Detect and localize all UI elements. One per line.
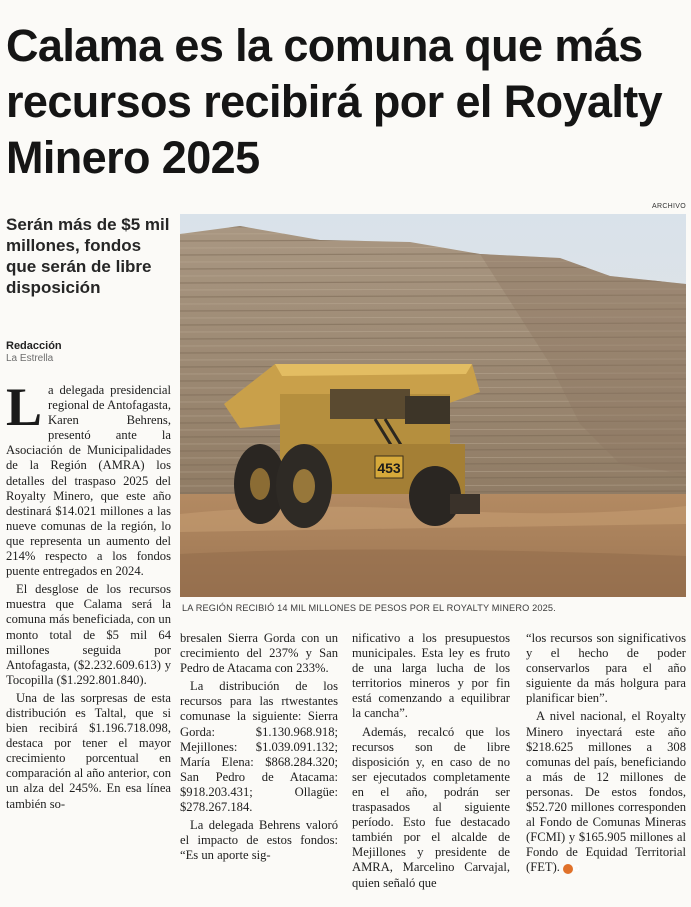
paragraph: nificativo a los presupuestos municipales. Esta ley es fruto de una larga lucha de los territorios mineros y por fin está comenzando a equilibrar la cancha”. [352, 631, 510, 721]
article-column-2 [180, 631, 338, 863]
drop-cap: L [6, 377, 43, 437]
deck-subtitle: Serán más de $5 mil millones, fondos que serán de libre disposición [6, 215, 170, 297]
paragraph: bresalen Sierra Gorda con un crecimiento del 237% y San Pedro de Atacama con 233%. [180, 631, 338, 676]
truck-number: 453 [377, 460, 401, 476]
photo-credit: ARCHIVO [652, 203, 686, 210]
end-of-article-icon: ✪ [563, 864, 573, 874]
article-column-3 [352, 631, 510, 891]
byline-source: La Estrella [6, 353, 54, 364]
byline-author: Redacción [6, 340, 62, 352]
paragraph-text: a delegada presidencial regional de Antofagasta, Karen Behrens, presentó ante la Asociación de Municipalidades de la Región (AMRA) los detalles del traspaso 2025 del Royalty Minero, que este año destinará $14.021 millones a las nueve comunas de la región, lo que representa un aumento del 214% respecto a los fondos puente entregados en 2024. [6, 383, 171, 579]
paragraph [6, 377, 171, 579]
mining-truck-photo [180, 214, 686, 597]
paragraph: El desglose de los recursos muestra que Calama será la comuna más beneficiada, con un monto total de $5 mil 64 millones seguida por Antofagasta, ($2.232.609.613) y Tocopilla ($1.292.801.840). [6, 582, 171, 687]
paragraph-text: A nivel nacional, el Royalty Minero inyectará este año $218.625 millones a 308 comunas del país, beneficiando a más de 12 millones de personas. De estos fondos, $52.720 millones corresponden al Fondo de Comunas Mineras (FCMI) y $165.905 millones al Fondo de Equidad Territorial (FET). [526, 709, 686, 875]
paragraph: La delegada Behrens valoró el impacto de estos fondos: “Es un aporte sig- [180, 818, 338, 863]
byline [6, 340, 62, 365]
paragraph: La distribución de los recursos para las rtwestantes comunase la siguiente: Sierra Gorda: $1.130.968.918; Mejillones: $1.039.091.132; María Elena: $868.284.320; San Pedro de Atacama: $918.203.431; Ollagüe: $278.267.184. [180, 679, 338, 815]
article-column-4 [526, 631, 686, 876]
paragraph: “los recursos son significativos y el hecho de poder conservarlos para el año siguiente da más holgura para planificar bien”. [526, 631, 686, 706]
article-column-1 [6, 377, 171, 812]
paragraph: Una de las sorpresas de esta distribución es Taltal, que si bien recibirá $1.196.718.098, destaca por tener el mayor crecimiento porcentual en comparación al año anterior, con un alza del 245%. En esa línea también so- [6, 690, 171, 811]
photo-caption: LA REGIÓN RECIBIÓ 14 MIL MILLONES DE PESOS POR EL ROYALTY MINERO 2025. [182, 603, 556, 613]
paragraph: Además, recalcó que los recursos son de libre disposición y, en caso de no ser ejecutados completamente en el año, podrán ser traspasados al siguiente período. Esto fue destacado también por el alcalde de Mejillones y presidente de AMRA, Marcelino Carvajal, quien señaló que [352, 724, 510, 890]
headline: Calama es la comuna que más recursos recibirá por el Royalty Minero 2025 [6, 20, 663, 183]
paragraph [526, 709, 686, 875]
